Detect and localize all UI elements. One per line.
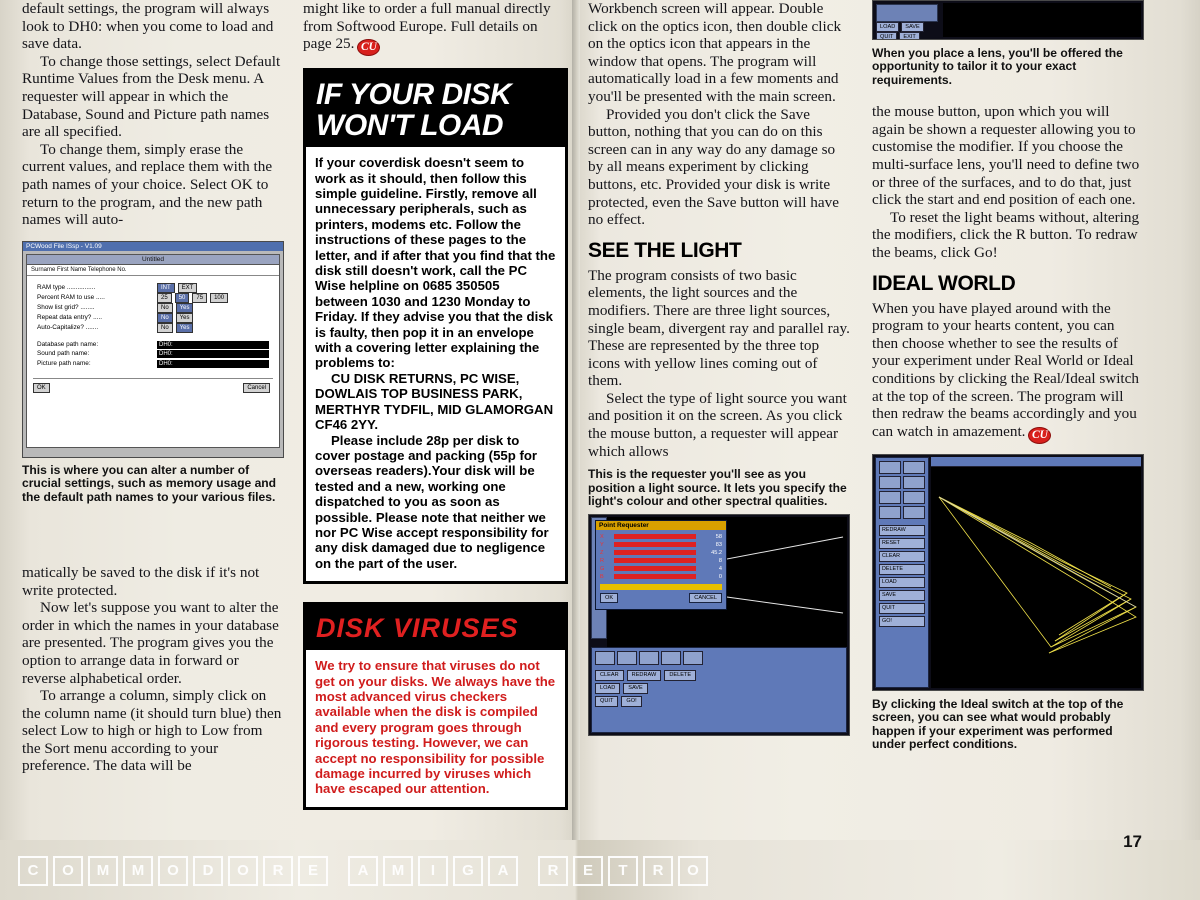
tool-icon-light-single[interactable] (595, 651, 615, 665)
requester-row[interactable] (600, 541, 722, 549)
figure-optics-screenshot (588, 514, 850, 736)
row-value: 0 (718, 574, 722, 581)
slider-track[interactable] (614, 574, 696, 579)
cancel-button[interactable]: CANCEL (689, 593, 722, 603)
field-label: Sound path name: (37, 350, 90, 358)
paragraph: the mouse button, upon which you will again be shown a requester allowing you to customise the modifier. If you choose the multi-surface lens, you'll need to define two or three of the surfaces, and to do that, just click the start and end position of each one. (872, 103, 1140, 209)
option-button[interactable]: No (157, 303, 173, 313)
figure-caption-top: When you place a lens, you'll be offered the opportunity to tailor it to your exact requirements. (872, 46, 1123, 87)
row-label: Auto-Capitalize? ....... (37, 323, 99, 331)
paragraph: Provided you don't click the Save button, nothing that you can do on this screen can in any way do any damage so by all means experiment by clicking buttons, etc. Provided your disk is write protected, even the Save button will have no effect. (588, 105, 839, 229)
col2-intro (303, 0, 568, 56)
field-label: Database path name: (37, 340, 99, 348)
tool-icon-prism[interactable] (903, 491, 925, 504)
row-value: 58 (715, 534, 722, 541)
slider-track[interactable] (614, 534, 696, 539)
wordmark-letter: A (348, 856, 378, 886)
col4-text-bottom (872, 300, 1144, 444)
section-heading-ideal-world: IDEAL WORLD (872, 271, 1016, 295)
light-ray-diagram (931, 457, 1143, 690)
option-button[interactable]: 75 (192, 293, 207, 303)
paragraph: To reset the light beams without, altering the modifiers, click the R button. To redraw the beams, click Go! (872, 208, 1140, 261)
wordmark-space (333, 856, 343, 882)
slider-track[interactable] (614, 566, 696, 571)
redraw-button[interactable]: REDRAW (879, 525, 925, 536)
wordmark-letter: R (263, 856, 293, 886)
box-body (306, 650, 565, 807)
row-label: Y (600, 542, 604, 549)
paragraph-text: When you have played around with the program to your hearts content, you can then choose whether to see the results of your experiment under Real World or Ideal conditions by clicking the Real/Ideal switch at the top of the screen. The program will then redraw the beams accordingly and you can watch in amazement. (872, 299, 1139, 440)
row-label: X (600, 534, 604, 541)
tool-icon-mirror[interactable] (683, 651, 703, 665)
wordmark-letter: R (538, 856, 568, 886)
load-button[interactable]: LOAD (595, 683, 620, 694)
wordmark-letter: M (88, 856, 118, 886)
paragraph: CU DISK RETURNS, PC WISE, DOWLAIS TOP BUSINESS PARK, MERTHYR TYDFIL, MID GLAMORGAN CF46 2YY. (315, 370, 554, 433)
lens-canvas[interactable] (943, 3, 1141, 37)
option-button[interactable]: Yes (176, 323, 194, 333)
clear-button[interactable]: CLEAR (595, 670, 624, 681)
screenshot-column-headers: Surname First Name Telephone No. (27, 265, 279, 276)
footer-wordmark (18, 856, 708, 886)
point-requester-dialog[interactable] (595, 520, 727, 610)
tool-icon-light-parallel[interactable] (879, 476, 901, 489)
wordmark-letter: A (488, 856, 518, 886)
figure-caption: This is where you can alter a number of crucial settings, such as memory usage and the default path names to your various files. (22, 462, 277, 504)
tool-icon-lens[interactable] (661, 651, 681, 665)
sidebar-box-disk-wont-load (303, 68, 568, 584)
picture-path-input[interactable]: DH0: (157, 360, 269, 368)
figure-caption-bottom: By clicking the Ideal switch at the top of the screen, you can see what would probably happen if your experiment was performed under perfect conditions. (872, 696, 1124, 751)
paragraph: default settings, the program will always look to DH0: when you come to load and save data. (22, 0, 274, 53)
option-button[interactable]: 50 (175, 293, 190, 303)
left-tool-panel[interactable] (875, 457, 929, 688)
paragraph: Select the type of light source you want and position it on the screen. As you click the mouse button, a requester will appear which allows (588, 389, 847, 460)
paragraph (872, 300, 1144, 444)
go-button[interactable]: GO! (621, 696, 641, 707)
screenshot-path-row[interactable] (33, 349, 273, 359)
screenshot-inner-title: Untitled (27, 255, 279, 265)
slider-track[interactable] (614, 550, 696, 555)
page-fold-shadow (572, 0, 580, 840)
paragraph: We try to ensure that viruses do not get on your disks. We always have the most advanced virus checkers available when the disk is compiled and every program goes through rigorous testing. However, we can accept no responsibility for possible damage incurred by viruses which have escaped our attention. (315, 658, 556, 797)
screenshot-path-row[interactable] (33, 359, 273, 369)
requester-row[interactable] (600, 549, 722, 557)
wordmark-letter: O (158, 856, 188, 886)
cu-logo-icon: CU (357, 39, 380, 56)
reset-button[interactable]: RESET (879, 538, 925, 549)
paragraph: matically be saved to the disk if it's not write protected. (22, 563, 260, 599)
column-one (22, 0, 284, 775)
figure-settings-screenshot (22, 241, 284, 458)
redraw-button[interactable]: REDRAW (627, 670, 662, 681)
col3-text-bottom (588, 267, 850, 461)
field-label: Picture path name: (37, 359, 91, 367)
wordmark-letter: E (298, 856, 328, 886)
requester-row[interactable] (600, 533, 722, 541)
go-button[interactable]: GO! (879, 616, 925, 627)
colour-bar[interactable] (600, 584, 722, 590)
lens-toolbar[interactable] (876, 4, 938, 22)
wordmark-letter: C (18, 856, 48, 886)
wordmark-space (523, 856, 533, 882)
col4-text-top (872, 103, 1144, 261)
cancel-button[interactable]: Cancel (243, 383, 270, 393)
column-three (588, 0, 850, 736)
database-path-input[interactable]: DH0: (157, 341, 269, 349)
page-number: 17 (1123, 832, 1142, 851)
row-label: B (600, 574, 604, 581)
row-value: 45.2 (711, 550, 722, 557)
screenshot-setting-row[interactable] (33, 303, 273, 313)
tool-icon-light-divergent[interactable] (617, 651, 637, 665)
requester-row[interactable] (600, 565, 722, 573)
wordmark-letter: M (383, 856, 413, 886)
wordmark-letter: I (418, 856, 448, 886)
col3-text-top (588, 0, 850, 229)
option-button[interactable]: Yes (176, 303, 194, 313)
figure-caption: This is the requester you'll see as you position a light source. It lets you specify the light's colour and other spectral qualities. (588, 467, 847, 509)
option-button[interactable]: 100 (210, 293, 228, 303)
option-button[interactable]: EXT (178, 283, 198, 293)
requester-row[interactable] (600, 573, 722, 581)
row-label: Show list grid? ........ (37, 303, 95, 311)
row-value: 4 (718, 566, 722, 573)
figure-lens-screenshot (872, 0, 1144, 40)
canvas-top-bar[interactable] (931, 457, 1141, 467)
ok-button[interactable]: OK (33, 383, 50, 393)
tool-icon-light-parallel[interactable] (639, 651, 659, 665)
option-button[interactable]: INT (157, 283, 175, 293)
wordmark-letter: D (193, 856, 223, 886)
screenshot-setting-row[interactable] (33, 293, 273, 303)
figure-ideal-world-screenshot (872, 454, 1144, 691)
quit-button[interactable]: QUIT (879, 603, 925, 614)
paragraph: Please include 28p per disk to cover postage and packing (55p for overseas readers).Your disk will be tested and a new, working one dispatched to you as soon as possible. Please note that neither we nor PC Wise accept responsibility for any disk damaged due to negligence on the part of the user. (315, 432, 549, 571)
requester-title: Point Requester (596, 521, 726, 530)
col1-text-bottom (22, 564, 284, 775)
wordmark-letter: O (53, 856, 83, 886)
bottom-tool-panel[interactable] (591, 647, 847, 733)
screenshot-setting-row[interactable] (33, 313, 273, 323)
wordmark-letter: T (608, 856, 638, 886)
paragraph: To change them, simply erase the current values, and replace them with the path names of your choice. Select OK to return to the program, and the new path names will auto- (22, 140, 273, 229)
screenshot-setting-row[interactable] (33, 323, 273, 333)
clear-button[interactable]: CLEAR (879, 551, 925, 562)
ok-button[interactable]: OK (600, 593, 618, 603)
screenshot-inner-window (26, 254, 280, 448)
intro-text: might like to order a full manual directly from Softwood Europe. Full details on page 25. (303, 0, 551, 53)
tool-icon-light-divergent[interactable] (903, 461, 925, 474)
paragraph: Workbench screen will appear. Double click on the optics icon, then double click on the optics icon that appears in the window that opens. The program will automatically load in a few moments and you'll be presented with the main screen. (588, 0, 842, 105)
exit-button[interactable]: EXIT (899, 32, 919, 40)
tool-icon-mirror[interactable] (879, 491, 901, 504)
paragraph: The program consists of two basic elements, the light sources and the modifiers. There are three light sources, single beam, divergent ray and parallel ray. These are represented by the three top icons with yellow lines coming out of them. (588, 266, 850, 390)
row-value: 83 (715, 542, 722, 549)
row-label: Percent RAM to use ..... (37, 293, 105, 301)
paragraph: To arrange a column, simply click on the column name (it should turn blue) then select Low to high or high to Low from the Sort menu according to your preference. The data will be (22, 687, 282, 775)
row-label: Z (600, 550, 604, 557)
quit-button[interactable]: QUIT (595, 696, 618, 707)
load-button[interactable]: LOAD (876, 22, 899, 32)
option-button[interactable]: 25 (157, 293, 172, 303)
col1-text-top (22, 0, 284, 229)
tool-icon-light-single[interactable] (879, 461, 901, 474)
column-two (303, 0, 568, 810)
delete-button[interactable]: DELETE (879, 564, 925, 575)
paragraph: To change those settings, select Default Runtime Values from the Desk menu. A requester will appear in which the Database, Sound and Picture path names are all specified. (22, 52, 281, 141)
option-button[interactable]: No (157, 313, 173, 323)
row-label: Repeat data entry? ..... (37, 313, 103, 321)
save-button[interactable]: SAVE (901, 22, 924, 32)
option-button[interactable]: No (157, 323, 173, 333)
box-body (306, 147, 565, 581)
tool-icon-filter[interactable] (903, 506, 925, 519)
sidebar-box-disk-viruses (303, 602, 568, 810)
delete-button[interactable]: DELETE (664, 670, 696, 681)
paragraph: If your coverdisk doesn't seem to work as it should, then follow this simple guideline. Firstly, remove all unnecessary peripherals, such as printers, modems etc. Follow the instructions of these pages to the letter, and if after that you find that the disk still doesn't work, call the PC Wise helpline on 0685 350505 between 1030 and 1230 Monday to Friday. If they advise you that the disk is faulty, then pop it in an envelope with a covering letter explaining the problems to: (315, 155, 556, 371)
wordmark-letter: E (573, 856, 603, 886)
wordmark-letter: O (228, 856, 258, 886)
wordmark-letter: G (453, 856, 483, 886)
row-label: G (600, 566, 605, 573)
wordmark-letter: O (678, 856, 708, 886)
column-four (872, 0, 1144, 751)
cu-logo-icon: CU (1028, 427, 1051, 444)
save-button[interactable]: SAVE (623, 683, 648, 694)
option-button[interactable]: Yes (176, 313, 194, 323)
screenshot-window-title: PCWood File ISsp - V1.09 (23, 242, 283, 251)
box-title: IF YOUR DISK WON'T LOAD (316, 78, 512, 143)
row-label: RAM type ................ (37, 283, 96, 291)
wordmark-letter: M (123, 856, 153, 886)
tool-icon-multi-surface[interactable] (879, 506, 901, 519)
tool-icon-lens[interactable] (903, 476, 925, 489)
row-value: 8 (718, 558, 722, 565)
paragraph (303, 0, 568, 56)
slider-track[interactable] (614, 542, 696, 547)
screenshot-setting-row[interactable] (33, 283, 273, 293)
save-button[interactable]: SAVE (879, 590, 925, 601)
page-footer (0, 840, 1200, 900)
paragraph: Now let's suppose you want to alter the order in which the names in your database are presented. The program gives you the option to arrange data in forward or reverse alphabetical order. (22, 599, 279, 687)
sound-path-input[interactable]: DH0: (157, 350, 269, 358)
screenshot-path-row[interactable] (33, 340, 273, 350)
requester-row[interactable] (600, 557, 722, 565)
section-heading-see-the-light: SEE THE LIGHT (588, 238, 742, 262)
load-button[interactable]: LOAD (879, 577, 925, 588)
slider-track[interactable] (614, 558, 696, 563)
row-label: R (600, 558, 605, 565)
quit-button[interactable]: QUIT (876, 32, 897, 40)
box-title: DISK VIRUSES (316, 613, 519, 644)
wordmark-letter: R (643, 856, 673, 886)
